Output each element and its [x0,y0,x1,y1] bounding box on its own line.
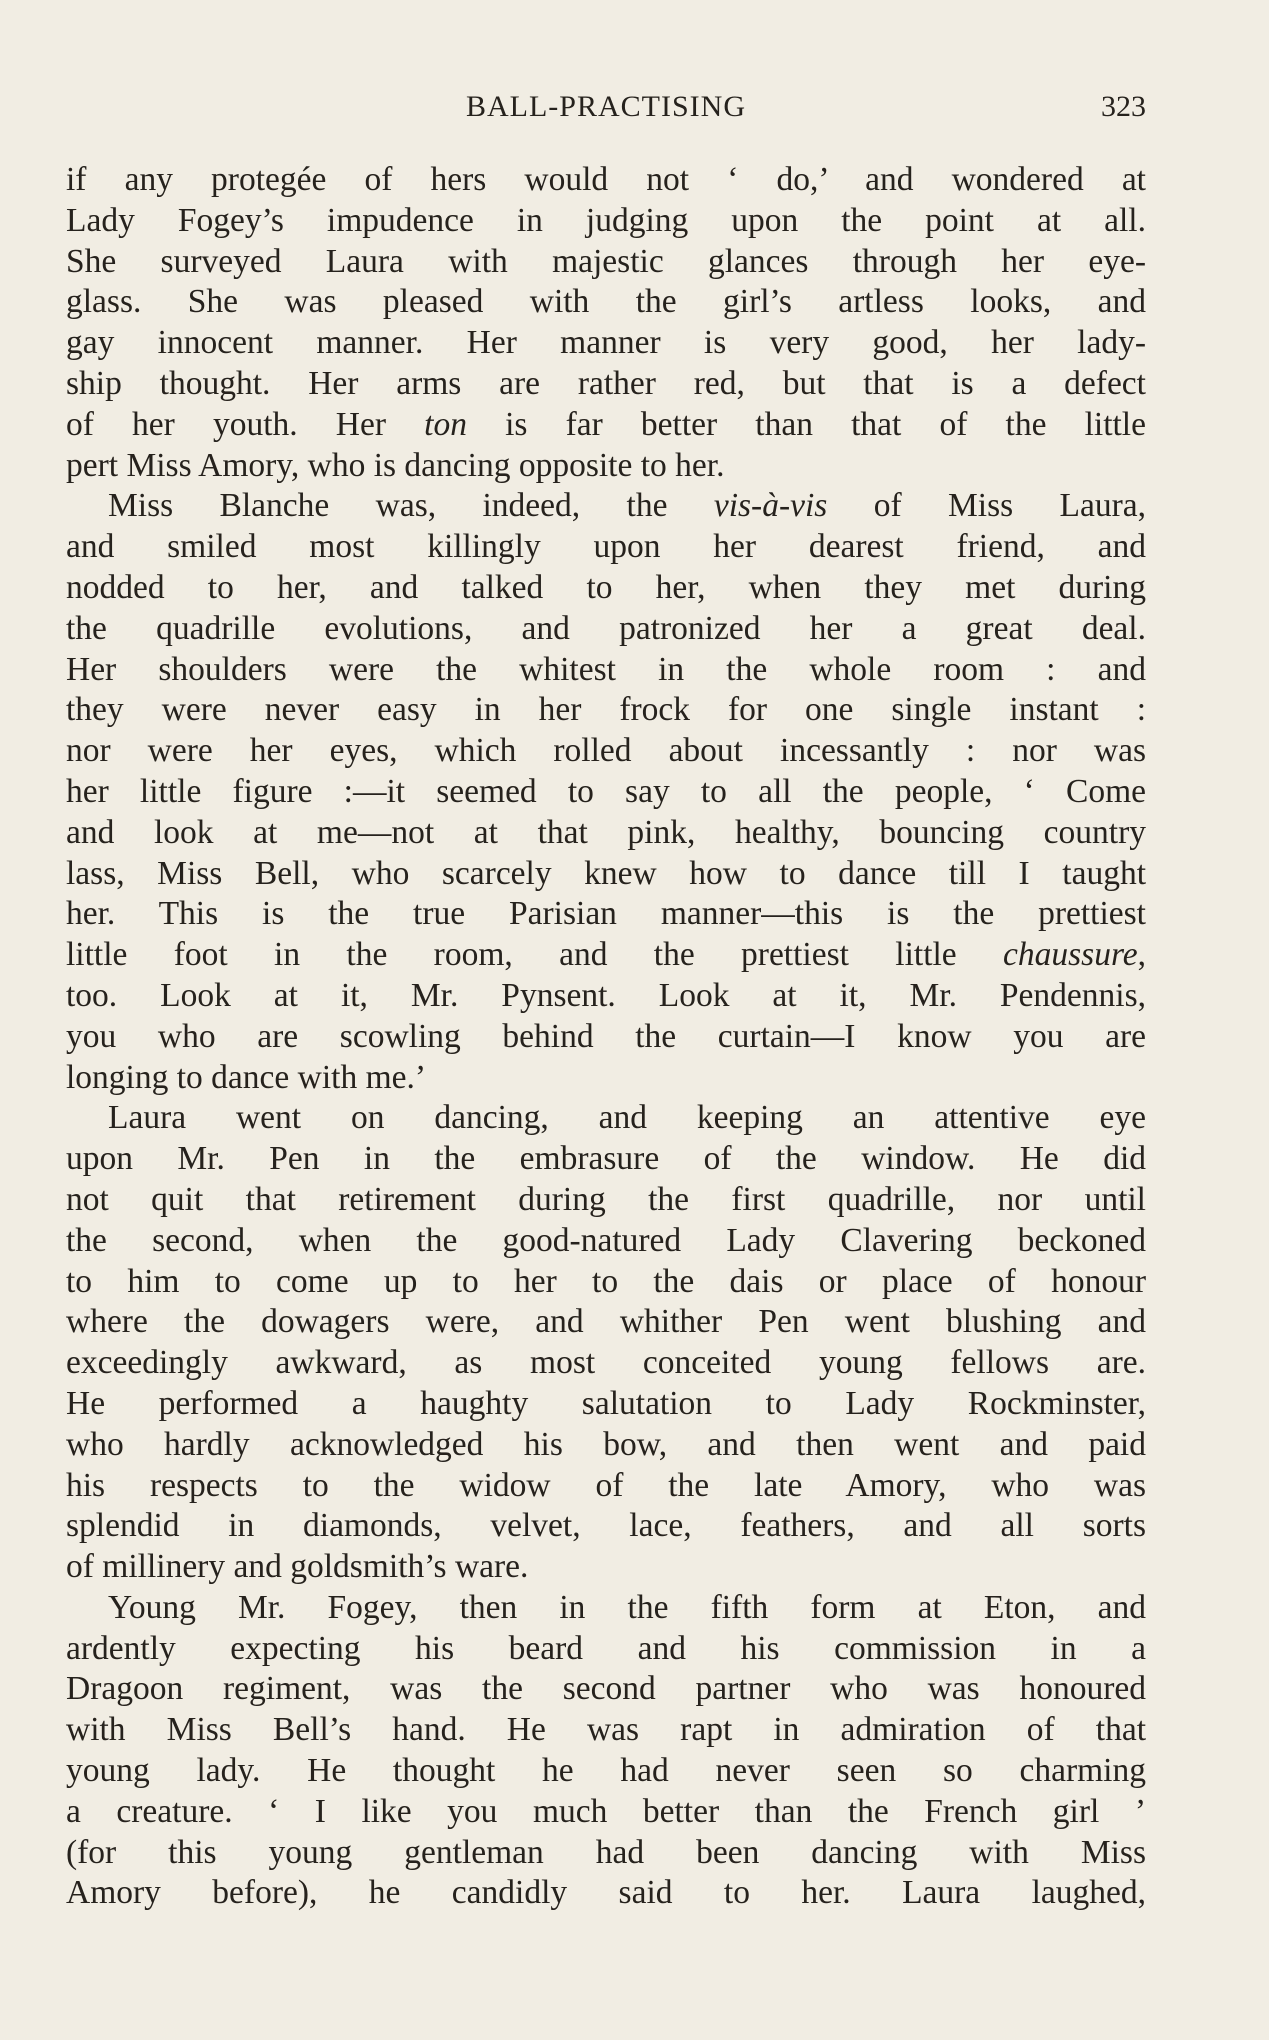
text-line: her little figure :—it seemed to say to all the people, ‘ Come [66,772,1146,810]
text-line: and smiled most killingly upon her dearest friend, and [66,528,1146,566]
text-line: not quit that retirement during the first quadrille, nor until [66,1180,1146,1218]
text-line: of millinery and goldsmith’s ware. [66,1548,529,1586]
text-line: splendid in diamonds, velvet, lace, feathers, and all sorts [66,1507,1146,1545]
running-title: BALL-PRACTISING [465,90,746,123]
running-head [66,90,1146,130]
text-line: where the dowagers were, and whither Pen went blushing and [66,1303,1146,1341]
text-line: the quadrille evolutions, and patronized her a great deal. [66,609,1146,647]
text-line: young lady. He thought he had never seen so charming [66,1752,1146,1790]
text-line: and look at me—not at that pink, healthy, bouncing country [66,813,1146,851]
text-line: the second, when the good-natured Lady Clavering beckoned [66,1221,1146,1259]
text-line: He performed a haughty salutation to Lady Rockminster, [66,1384,1146,1422]
text-line: nodded to her, and talked to her, when they met during [66,568,1146,606]
page-number: 323 [1101,90,1146,123]
text-line: nor were her eyes, which rolled about incessantly : nor was [66,732,1146,770]
text-line: to him to come up to her to the dais or place of honour [66,1262,1146,1300]
text-line: Laura went on dancing, and keeping an attentive eye [108,1099,1146,1137]
text-line: She surveyed Laura with majestic glances through her eye- [66,242,1146,280]
text-line: longing to dance with me.’ [66,1058,427,1096]
text-line: Young Mr. Fogey, then in the fifth form at Eton, and [108,1588,1146,1626]
text-line: if any protegée of hers would not ‘ do,’ and wondered at [66,161,1146,198]
text-line: ardently expecting his beard and his commission in a [66,1629,1146,1667]
text-line: (for this young gentleman had been dancing with Miss [66,1833,1146,1871]
text-line: they were never easy in her frock for one single instant : [66,691,1146,729]
text-line: of her youth. Her ton is far better than that of the little [66,405,1146,443]
text-line: Dragoon regiment, was the second partner who was honoured [66,1670,1146,1708]
text-line: Her shoulders were the whitest in the whole room : and [66,650,1146,688]
text-line: Amory before), he candidly said to her. Laura laughed, [66,1874,1146,1912]
text-line: pert Miss Amory, who is dancing opposite to her. [66,446,725,484]
text-line: exceedingly awkward, as most conceited young fellows are. [66,1344,1146,1382]
text-line: her. This is the true Parisian manner—this is the prettiest [66,895,1146,933]
text-line: lass, Miss Bell, who scarcely knew how to dance till I taught [66,854,1146,892]
text-line: little foot in the room, and the prettiest little chaussure, [66,936,1146,974]
text-line: who hardly acknowledged his bow, and then went and paid [66,1425,1146,1463]
text-line: too. Look at it, Mr. Pynsent. Look at it, Mr. Pendennis, [66,976,1146,1014]
text-line: a creature. ‘ I like you much better than the French girl ’ [66,1792,1146,1830]
text-line: ship thought. Her arms are rather red, but that is a defect [66,364,1146,402]
text-line: you who are scowling behind the curtain—I know you are [66,1017,1146,1055]
text-line: his respects to the widow of the late Amory, who was [66,1466,1146,1504]
text-line: Lady Fogey’s impudence in judging upon the point at all. [66,201,1146,239]
text-line: glass. She was pleased with the girl’s artless looks, and [66,283,1146,321]
text-line: upon Mr. Pen in the embrasure of the window. He did [66,1140,1146,1178]
text-line: with Miss Bell’s hand. He was rapt in admiration of that [66,1711,1146,1749]
text-line: gay innocent manner. Her manner is very good, her lady- [66,324,1146,362]
body-text [66,160,1146,1914]
text-line: Miss Blanche was, indeed, the vis-à-vis of Miss Laura, [108,487,1147,525]
